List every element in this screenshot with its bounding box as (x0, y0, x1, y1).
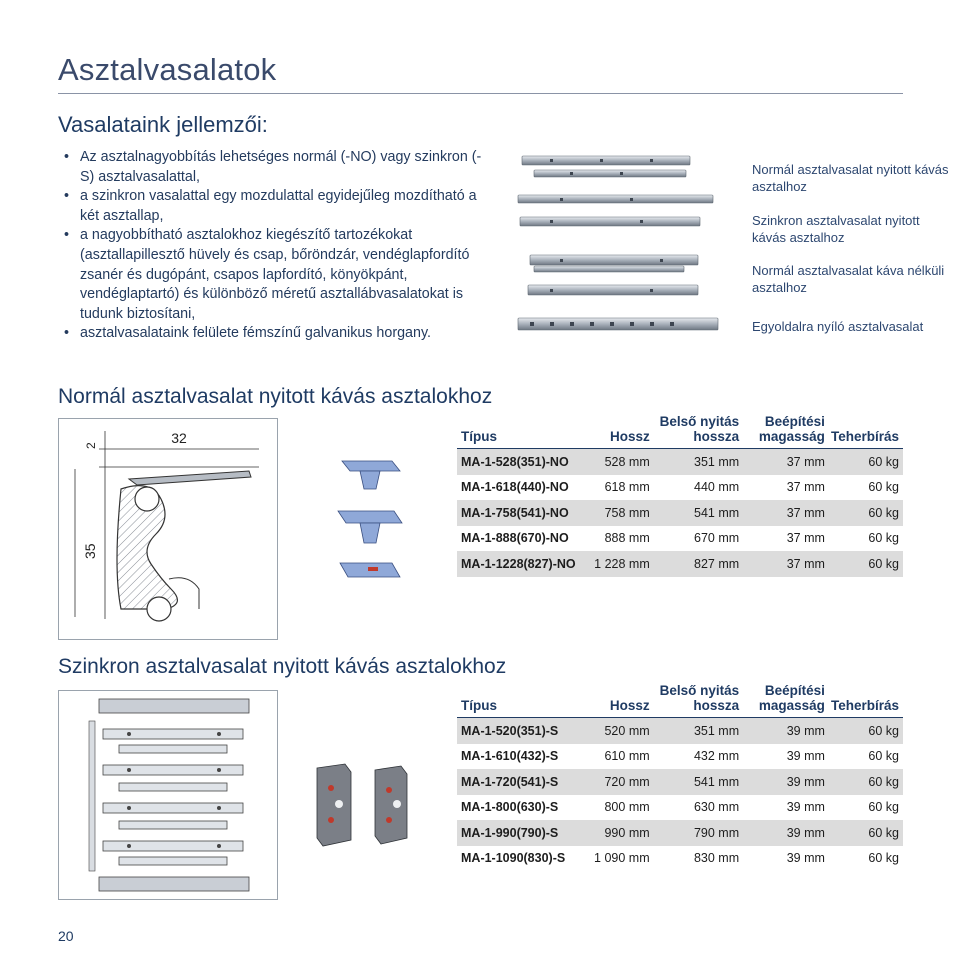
width-dimension-label: 32 (171, 430, 187, 446)
type-cell: MA-1-1090(830)-S (457, 846, 591, 872)
load-cell: 60 kg (829, 475, 903, 501)
height-cell: 39 mm (743, 795, 829, 821)
type-cell: MA-1-800(630)-S (457, 795, 591, 821)
table-row (457, 846, 903, 872)
type-cell: MA-1-520(351)-S (457, 718, 591, 744)
opening-cell: 630 mm (654, 795, 743, 821)
height-cell: 37 mm (743, 449, 829, 475)
opening-cell: 827 mm (654, 551, 743, 577)
features-list (58, 148, 488, 344)
col-header-install-height: Beépítési magasság (743, 683, 829, 718)
opening-cell: 670 mm (654, 526, 743, 552)
normal-spec-table (457, 414, 903, 577)
load-cell: 60 kg (829, 769, 903, 795)
col-header-inner-opening: Belső nyitás hossza (654, 414, 743, 449)
type-cell: MA-1-758(541)-NO (457, 500, 591, 526)
load-cell: 60 kg (829, 551, 903, 577)
sync-bracket-illustration (305, 758, 425, 858)
opening-cell: 790 mm (654, 820, 743, 846)
top-dimension-label: 2 (84, 442, 98, 449)
height-cell: 37 mm (743, 551, 829, 577)
col-header-load: Teherbírás (829, 683, 903, 718)
photo-caption: Egyoldalra nyíló asztalvasalat (752, 319, 924, 334)
opening-cell: 351 mm (654, 718, 743, 744)
length-cell: 990 mm (591, 820, 654, 846)
length-cell: 618 mm (591, 475, 654, 501)
length-cell: 888 mm (591, 526, 654, 552)
col-header-type: Típus (457, 683, 591, 718)
length-cell: 610 mm (591, 744, 654, 770)
height-cell: 37 mm (743, 500, 829, 526)
col-header-length: Hossz (591, 414, 654, 449)
feature-item: • asztalvasalataink felülete fémszínű galvanikus horgany. (58, 324, 488, 344)
height-cell: 39 mm (743, 820, 829, 846)
normal-section-heading: Normál asztalvasalat nyitott kávás asztalokhoz (58, 385, 493, 408)
length-cell: 528 mm (591, 449, 654, 475)
type-cell: MA-1-610(432)-S (457, 744, 591, 770)
table-row (457, 449, 903, 475)
table-row (457, 500, 903, 526)
sync-section-heading: Szinkron asztalvasalat nyitott kávás asztalokhoz (58, 655, 507, 678)
features-heading: Vasalataink jellemzői: (58, 112, 268, 137)
height-cell: 39 mm (743, 846, 829, 872)
type-cell: MA-1-990(790)-S (457, 820, 591, 846)
height-dimension-label: 35 (82, 543, 98, 559)
load-cell: 60 kg (829, 846, 903, 872)
load-cell: 60 kg (829, 820, 903, 846)
col-header-install-height: Beépítési magasság (743, 414, 829, 449)
length-cell: 520 mm (591, 718, 654, 744)
col-header-load: Teherbírás (829, 414, 903, 449)
feature-item: • Az asztalnagyobbítás lehetséges normál (-NO) vagy szinkron (-S) asztalvasalattal, (58, 148, 488, 187)
opening-cell: 541 mm (654, 769, 743, 795)
load-cell: 60 kg (829, 744, 903, 770)
type-cell: MA-1-888(670)-NO (457, 526, 591, 552)
opening-cell: 440 mm (654, 475, 743, 501)
length-cell: 1 090 mm (591, 846, 654, 872)
load-cell: 60 kg (829, 500, 903, 526)
load-cell: 60 kg (829, 718, 903, 744)
table-row (457, 551, 903, 577)
length-cell: 758 mm (591, 500, 654, 526)
normal-profile-drawing (58, 418, 278, 640)
col-header-inner-opening: Belső nyitás hossza (654, 683, 743, 718)
opening-cell: 541 mm (654, 500, 743, 526)
load-cell: 60 kg (829, 449, 903, 475)
length-cell: 720 mm (591, 769, 654, 795)
load-cell: 60 kg (829, 526, 903, 552)
feature-item: • a szinkron vasalattal egy mozdulattal egyidejűleg mozdítható a két asztallap, (58, 187, 488, 226)
opening-cell: 432 mm (654, 744, 743, 770)
table-row (457, 475, 903, 501)
opening-cell: 830 mm (654, 846, 743, 872)
height-cell: 39 mm (743, 769, 829, 795)
type-cell: MA-1-618(440)-NO (457, 475, 591, 501)
table-row (457, 769, 903, 795)
table-row (457, 820, 903, 846)
photo-captions (752, 161, 952, 352)
page-title: Asztalvasalatok (58, 52, 277, 87)
rail-product-photo (490, 150, 730, 355)
type-cell: MA-1-720(541)-S (457, 769, 591, 795)
type-cell: MA-1-528(351)-NO (457, 449, 591, 475)
height-cell: 39 mm (743, 718, 829, 744)
type-cell: MA-1-1228(827)-NO (457, 551, 591, 577)
table-row (457, 795, 903, 821)
table-row (457, 526, 903, 552)
photo-caption: Normál asztalvasalat nyitott kávás asztalhoz (752, 162, 949, 194)
col-header-length: Hossz (591, 683, 654, 718)
load-cell: 60 kg (829, 795, 903, 821)
height-cell: 37 mm (743, 526, 829, 552)
table-row (457, 718, 903, 744)
normal-mechanism-illustration (330, 455, 410, 590)
length-cell: 800 mm (591, 795, 654, 821)
col-header-type: Típus (457, 414, 591, 449)
sync-spec-table (457, 683, 903, 871)
photo-caption: Szinkron asztalvasalat nyitott kávás asztalhoz (752, 213, 920, 245)
page-number: 20 (58, 928, 74, 944)
feature-item: • a nagyobbítható asztalokhoz kiegészítő tartozékokat (asztallapillesztő hüvely és csap, bőröndzár, vendéglapfordító zsanér és dugópánt, csapos lapfordító, könyökpánt, vendéglaptartó) és különböző méretű asztallábvasalatokat is tudunk biztosítani, (58, 226, 488, 324)
photo-caption: Normál asztalvasalat káva nélküli asztalhoz (752, 263, 945, 295)
height-cell: 37 mm (743, 475, 829, 501)
length-cell: 1 228 mm (591, 551, 654, 577)
table-row (457, 744, 903, 770)
opening-cell: 351 mm (654, 449, 743, 475)
height-cell: 39 mm (743, 744, 829, 770)
sync-assembly-drawing (58, 690, 278, 900)
title-divider (58, 93, 903, 94)
